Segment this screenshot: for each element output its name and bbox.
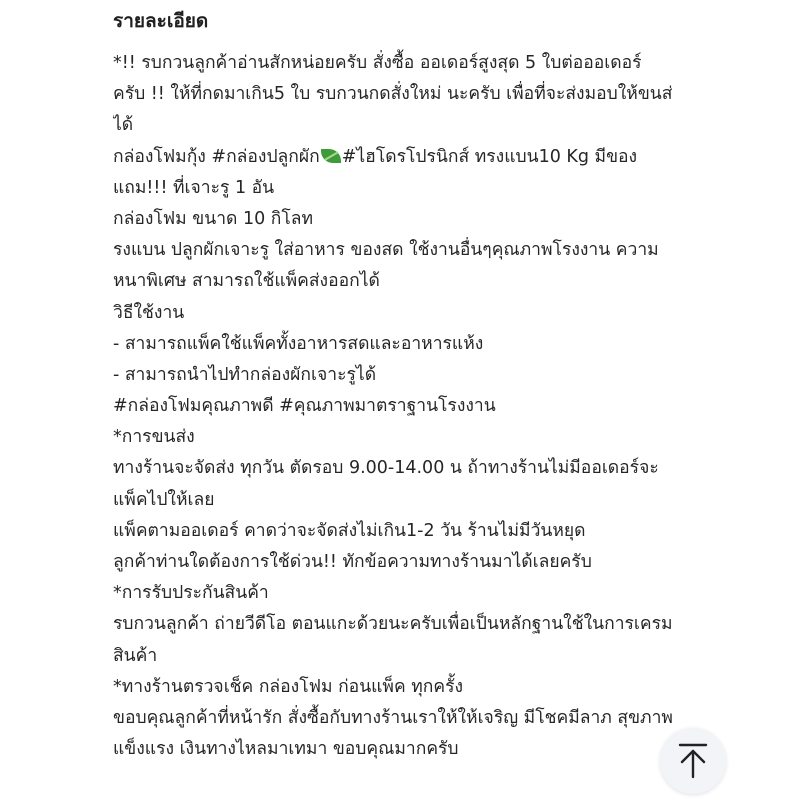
hashtag-text: กล่องโฟมกุ้ง #กล่องปลูกผัก: [113, 146, 320, 167]
description-line: ลูกค้าท่านใดต้องการใช้ด่วน!! ทักข้อความทางร้านมาได้เลยครับ: [113, 552, 592, 572]
description-line: ทางร้านจะจัดส่ง ทุกวัน ตัดรอบ 9.00-14.00 น ถ้าทางร้านไม่มีออเดอร์จะ: [113, 458, 659, 479]
detail-description: [113, 48, 713, 765]
description-line: *การขนส่ง: [113, 427, 195, 448]
leaf-emoji-icon: [321, 149, 341, 163]
scroll-to-top-button[interactable]: [660, 728, 726, 794]
description-line-with-emoji: [113, 142, 713, 173]
description-line: ขอบคุณลูกค้าที่หน้ารัก สั่งซื้อกับทางร้านเราให้ให้เจริญ มีโชคมีลาภ สุขภาพ: [113, 707, 673, 728]
description-line: แพ็คตามออเดอร์ คาดว่าจะจัดส่งไม่เกิน1-2 วัน ร้านไม่มีวันหยุด: [113, 520, 586, 541]
description-line: รงแบน ปลูกผักเจาะรู ใส่อาหาร ของสด ใช้งานอื่นๆคุณภาพโรงงาน ความ: [113, 240, 659, 261]
description-line: - สามารถแพ็คใช้แพ็คทั้งอาหารสดและอาหารแห้ง: [113, 333, 484, 354]
description-line: หนาพิเศษ สามารถใช้แพ็คส่งออกได้: [113, 271, 380, 292]
description-line: กล่องโฟม ขนาด 10 กิโลท: [113, 208, 314, 229]
detail-heading: รายละเอียด: [113, 10, 209, 32]
description-line: #กล่องโฟมคุณภาพดี #คุณภาพมาตราฐานโรงงาน: [113, 396, 496, 417]
description-line: แข็งแรง เงินทางไหลมาเทมา ขอบคุณมากครับ: [113, 739, 459, 760]
description-line: วิธีใช้งาน: [113, 302, 185, 323]
description-line: *ทางร้านตรวจเช็ค กล่องโฟม ก่อนแพ็ค ทุกครั้ง: [113, 676, 464, 697]
description-line: - สามารถนำไปทำกล่องผักเจาะรูได้: [113, 364, 377, 385]
description-line: ครับ !! ให้ที่กดมาเกิน5 ใบ รบกวนกดสั่งใหม่ นะครับ เพื่อที่จะส่งมอบให้ขนส่: [113, 84, 673, 105]
description-line: รบกวนลูกค้า ถ่ายวีดีโอ ตอนแกะด้วยนะครับเพื่อเป็นหลักฐานใช้ในการเครม: [113, 614, 673, 635]
description-line: ได้: [113, 115, 134, 136]
arrow-up-to-top-icon: [677, 743, 709, 779]
description-line: *!! รบกวนลูกค้าอ่านสักหน่อยครับ สั่งซื้อ ออเดอร์สูงสุด 5 ใบต่อออเดอร์: [113, 53, 642, 73]
description-line: แถม!!! ที่เจาะรู 1 อัน: [113, 177, 275, 198]
description-line: สินค้า: [113, 645, 158, 666]
description-line: *การรับประกันสินค้า: [113, 583, 269, 604]
description-line: แพ็คไปให้เลย: [113, 489, 215, 510]
hashtag-text: #ไฮโดรโปรนิกส์ ทรงแบน10 Kg มีของ: [341, 146, 638, 167]
